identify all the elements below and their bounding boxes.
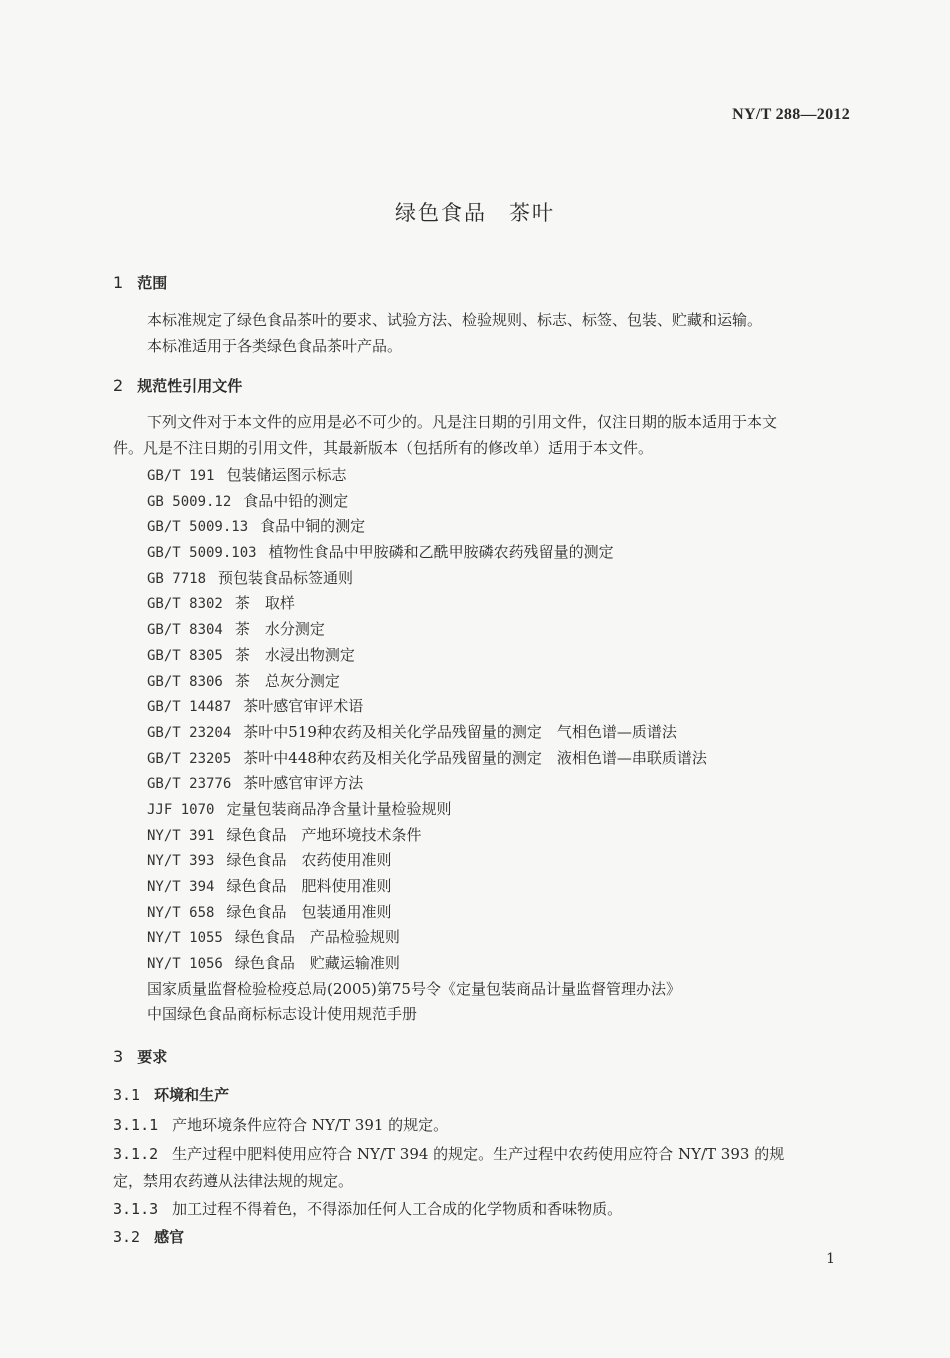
reference-item: GB/T 8304 茶 水分测定 (147, 620, 325, 639)
page-number: 1 (826, 1251, 835, 1267)
clause-3-1: 3.1 环境和生产 (113, 1086, 230, 1104)
reference-item: GB/T 8306 茶 总灰分测定 (147, 671, 340, 690)
section-2-intro: 下列文件对于本文件的应用是必不可少的。凡是注日期的引用文件，仅注日期的版本适用于本文 件。凡是不注日期的引用文件，其最新版本（包括所有的修改单）适用于本文件。 (113, 413, 778, 457)
reference-item: GB/T 14487 茶叶感官审评术语 (147, 697, 364, 716)
document-title (0, 197, 950, 227)
section-2-heading: 2 规范性引用文件 (113, 376, 243, 395)
section-3-heading: 3 要求 (113, 1047, 168, 1066)
reference-item: GB/T 23205 茶叶中448种农药及相关化学品残留量的测定 液相色谱—串联质谱法 (147, 748, 707, 767)
reference-item: NY/T 394 绿色食品 肥料使用准则 (147, 877, 392, 895)
reference-item: GB/T 23204 茶叶中519种农药及相关化学品残留量的测定 气相色谱—质谱法 (147, 722, 677, 741)
clause-3-2: 3.2 感官 (113, 1228, 185, 1246)
clause-3-1-3: 3.1.3 加工过程不得着色，不得添加任何人工合成的化学物质和香味物质。 (113, 1200, 623, 1218)
reference-item: GB 5009.12 食品中铅的测定 (147, 491, 349, 510)
clause-3-1-2: 3.1.2 生产过程中肥料使用应符合 NY/T 394 的规定。生产过程中农药使用应符合 NY/T 393 的规 定，禁用农药遵从法律法规的规定。 (113, 1145, 785, 1190)
reference-item: 中国绿色食品商标标志设计使用规范手册 (147, 1005, 418, 1024)
reference-item: GB/T 8302 茶 取样 (147, 594, 295, 613)
reference-item: JJF 1070 定量包装商品净含量计量检验规则 (147, 799, 452, 818)
reference-item: 国家质量监督检验检疫总局(2005)第75号令《定量包装商品计量监督管理办法》 (147, 979, 681, 998)
reference-item: GB/T 5009.103 植物性食品中甲胺磷和乙酰甲胺磷农药残留量的测定 (147, 543, 614, 562)
reference-item: NY/T 393 绿色食品 农药使用准则 (147, 851, 392, 870)
reference-item: GB/T 5009.13 食品中铜的测定 (147, 517, 366, 536)
reference-list (147, 463, 707, 1028)
reference-item: GB/T 8305 茶 水浸出物测定 (147, 645, 355, 664)
reference-item: NY/T 658 绿色食品 包装通用准则 (147, 902, 392, 921)
title-part-1: 绿色食品 (395, 201, 487, 225)
section-1-heading: 1 范围 (113, 273, 168, 292)
title-part-2: 茶叶 (509, 201, 555, 225)
section-1-line-1: 本标准规定了绿色食品茶叶的要求、试验方法、检验规则、标志、标签、包装、贮藏和运输。 (147, 311, 763, 329)
reference-item: NY/T 1056 绿色食品 贮藏运输准则 (147, 954, 400, 973)
standard-number: NY/T 288—2012 (732, 106, 850, 123)
reference-item: GB/T 191 包装储运图示标志 (147, 466, 347, 484)
reference-item: GB 7718 预包装食品标签通则 (147, 568, 354, 587)
section-1-line-2: 本标准适用于各类绿色食品茶叶产品。 (147, 337, 403, 355)
reference-item: GB/T 23776 茶叶感官审评方法 (147, 774, 364, 793)
reference-item: NY/T 1055 绿色食品 产品检验规则 (147, 928, 400, 947)
clause-3-1-1: 3.1.1 产地环境条件应符合 NY/T 391 的规定。 (113, 1116, 449, 1134)
section-1-body (113, 307, 853, 359)
reference-item: NY/T 391 绿色食品 产地环境技术条件 (147, 825, 422, 844)
